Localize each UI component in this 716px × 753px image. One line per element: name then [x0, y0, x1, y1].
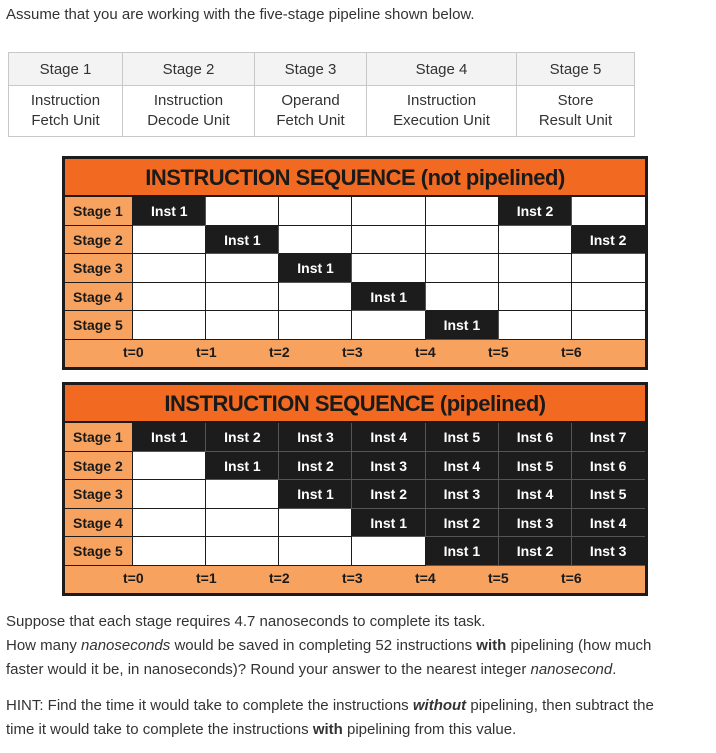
- stage-unit-cell: Store Result Unit: [517, 86, 635, 137]
- time-label: t=4: [415, 343, 436, 360]
- instruction-cell: Inst 6: [572, 452, 645, 481]
- instruction-cell: Inst 4: [352, 423, 425, 452]
- stage-row-label: Stage 5: [65, 537, 133, 566]
- diagram-title: INSTRUCTION SEQUENCE (pipelined): [65, 385, 645, 423]
- empty-cell: [206, 283, 279, 312]
- question-text: [6, 610, 651, 682]
- time-label: t=6: [561, 569, 582, 586]
- instruction-cell: Inst 1: [133, 423, 206, 452]
- time-label: t=1: [196, 569, 217, 586]
- empty-cell: [133, 509, 206, 538]
- instruction-cell: Inst 1: [352, 283, 425, 312]
- empty-cell: [352, 254, 425, 283]
- instruction-cell: Inst 1: [352, 509, 425, 538]
- empty-cell: [279, 226, 352, 255]
- empty-cell: [352, 226, 425, 255]
- stage-header: Stage 2: [123, 53, 255, 86]
- empty-cell: [572, 254, 645, 283]
- hint-text: [6, 694, 654, 742]
- stage-grid: [65, 423, 645, 566]
- instruction-cell: Inst 1: [206, 226, 279, 255]
- instruction-cell: Inst 5: [426, 423, 499, 452]
- time-label: t=2: [269, 569, 290, 586]
- stage-table: [8, 52, 635, 137]
- empty-cell: [206, 254, 279, 283]
- instruction-cell: Inst 3: [352, 452, 425, 481]
- instruction-cell: Inst 2: [572, 226, 645, 255]
- stage-row-label: Stage 4: [65, 283, 133, 312]
- stage-row-label: Stage 4: [65, 509, 133, 538]
- time-label: t=5: [488, 569, 509, 586]
- empty-cell: [133, 311, 206, 340]
- not-pipelined-diagram: [62, 156, 648, 370]
- question-line: How many nanoseconds would be saved in completing 52 instructions with pipelining (how much: [6, 637, 652, 654]
- empty-cell: [133, 537, 206, 566]
- stage-unit-cell: Instruction Fetch Unit: [9, 86, 123, 137]
- question-line: faster would it be, in nanoseconds)? Round your answer to the nearest integer nanosecond.: [6, 661, 617, 678]
- empty-cell: [279, 537, 352, 566]
- empty-cell: [133, 480, 206, 509]
- hint-line: time it would take to complete the instructions with pipelining from this value.: [6, 721, 517, 738]
- empty-cell: [426, 197, 499, 226]
- empty-cell: [133, 226, 206, 255]
- diagram-title: INSTRUCTION SEQUENCE (not pipelined): [65, 159, 645, 197]
- empty-cell: [499, 226, 572, 255]
- instruction-cell: Inst 1: [426, 311, 499, 340]
- instruction-cell: Inst 1: [279, 480, 352, 509]
- stage-row-label: Stage 5: [65, 311, 133, 340]
- empty-cell: [499, 254, 572, 283]
- instruction-cell: Inst 4: [426, 452, 499, 481]
- empty-cell: [206, 537, 279, 566]
- instruction-cell: Inst 7: [572, 423, 645, 452]
- stage-row-label: Stage 2: [65, 452, 133, 481]
- empty-cell: [499, 283, 572, 312]
- stage-row-label: Stage 1: [65, 423, 133, 452]
- instruction-cell: Inst 6: [499, 423, 572, 452]
- empty-cell: [133, 283, 206, 312]
- instruction-cell: Inst 3: [572, 537, 645, 566]
- stage-header-row: [9, 53, 635, 86]
- stage-row-label: Stage 3: [65, 480, 133, 509]
- instruction-cell: Inst 3: [426, 480, 499, 509]
- instruction-cell: Inst 5: [572, 480, 645, 509]
- stage-unit-cell: Operand Fetch Unit: [255, 86, 367, 137]
- stage-header: Stage 5: [517, 53, 635, 86]
- empty-cell: [279, 283, 352, 312]
- empty-cell: [133, 452, 206, 481]
- instruction-cell: Inst 1: [133, 197, 206, 226]
- hint-line: HINT: Find the time it would take to complete the instructions without pipelining, then subtract the: [6, 697, 654, 714]
- empty-cell: [206, 311, 279, 340]
- instruction-cell: Inst 2: [206, 423, 279, 452]
- stage-row-label: Stage 2: [65, 226, 133, 255]
- stage-unit-cell: Instruction Execution Unit: [367, 86, 517, 137]
- instruction-cell: Inst 2: [499, 537, 572, 566]
- instruction-cell: Inst 1: [426, 537, 499, 566]
- empty-cell: [572, 283, 645, 312]
- stage-header: Stage 4: [367, 53, 517, 86]
- time-label: t=3: [342, 343, 363, 360]
- time-label: t=0: [123, 343, 144, 360]
- time-label: t=2: [269, 343, 290, 360]
- instruction-cell: Inst 1: [279, 254, 352, 283]
- empty-cell: [572, 311, 645, 340]
- instruction-cell: Inst 2: [426, 509, 499, 538]
- instruction-cell: Inst 3: [499, 509, 572, 538]
- empty-cell: [572, 197, 645, 226]
- empty-cell: [499, 311, 572, 340]
- empty-cell: [426, 283, 499, 312]
- empty-cell: [426, 254, 499, 283]
- instruction-cell: Inst 5: [499, 452, 572, 481]
- empty-cell: [352, 537, 425, 566]
- intro-text: Assume that you are working with the five-stage pipeline shown below.: [6, 6, 475, 23]
- empty-cell: [133, 254, 206, 283]
- instruction-cell: Inst 1: [206, 452, 279, 481]
- empty-cell: [279, 509, 352, 538]
- empty-cell: [279, 197, 352, 226]
- time-label: t=5: [488, 343, 509, 360]
- stage-row-label: Stage 1: [65, 197, 133, 226]
- time-label: t=4: [415, 569, 436, 586]
- empty-cell: [206, 509, 279, 538]
- question-line: Suppose that each stage requires 4.7 nanoseconds to complete its task.: [6, 613, 486, 630]
- empty-cell: [426, 226, 499, 255]
- stage-header: Stage 3: [255, 53, 367, 86]
- stage-unit-cell: Instruction Decode Unit: [123, 86, 255, 137]
- empty-cell: [352, 311, 425, 340]
- empty-cell: [206, 197, 279, 226]
- empty-cell: [206, 480, 279, 509]
- instruction-cell: Inst 3: [279, 423, 352, 452]
- stage-row-label: Stage 3: [65, 254, 133, 283]
- stage-header: Stage 1: [9, 53, 123, 86]
- stage-grid: [65, 197, 645, 340]
- time-label: t=6: [561, 343, 582, 360]
- stage-unit-row: [9, 86, 635, 137]
- timeline: [65, 566, 645, 593]
- instruction-cell: Inst 2: [279, 452, 352, 481]
- empty-cell: [352, 197, 425, 226]
- instruction-cell: Inst 4: [572, 509, 645, 538]
- time-label: t=3: [342, 569, 363, 586]
- pipelined-diagram: [62, 382, 648, 596]
- time-label: t=0: [123, 569, 144, 586]
- instruction-cell: Inst 4: [499, 480, 572, 509]
- instruction-cell: Inst 2: [352, 480, 425, 509]
- empty-cell: [279, 311, 352, 340]
- instruction-cell: Inst 2: [499, 197, 572, 226]
- timeline: [65, 340, 645, 367]
- time-label: t=1: [196, 343, 217, 360]
